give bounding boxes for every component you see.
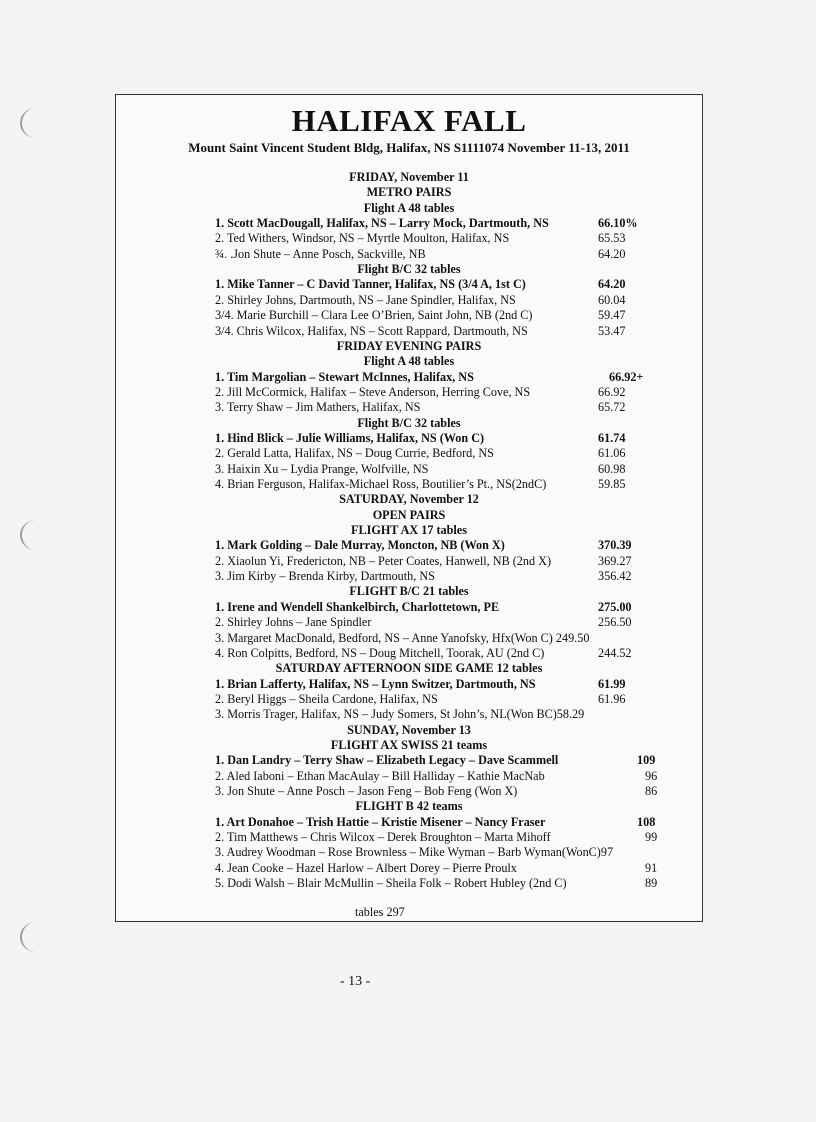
section-heading: Flight B/C 32 tables [357, 415, 461, 430]
result-players: 2. Aled Iaboni – Ethan MacAulay – Bill Halliday – Kathie MacNab [215, 768, 545, 783]
result-score: 96 [645, 768, 658, 783]
section-heading: FLIGHT AX SWISS 21 teams [330, 737, 488, 752]
section-heading: FLIGHT B/C 21 tables [349, 584, 469, 599]
result-row [215, 692, 655, 707]
result-score: 53.47 [598, 323, 626, 338]
result-row [215, 615, 655, 630]
section-heading: SUNDAY, November 13 [347, 722, 471, 737]
result-row [215, 815, 655, 830]
result-score: 64.20 [598, 277, 626, 292]
result-row [215, 631, 655, 646]
result-players: 4. Ron Colpitts, Bedford, NS – Doug Mitchell, Toorak, AU (2nd C) [215, 645, 545, 660]
result-players: 1. Hind Blick – Julie Williams, Halifax, NS (Won C) [215, 430, 485, 445]
result-score: 66.92+ [609, 369, 644, 384]
result-score: 65.53 [598, 231, 626, 246]
result-players: 1. Mike Tanner – C David Tanner, Halifax, NS (3/4 A, 1st C) [215, 277, 526, 292]
result-players: 4. Brian Ferguson, Halifax-Michael Ross, Boutilier’s Pt., NS(2ndC) [215, 477, 547, 491]
result-players: 1. Tim Margolian – Stewart McInnes, Halifax, NS [215, 369, 474, 384]
result-row [215, 646, 655, 661]
result-players: 1. Brian Lafferty, Halifax, NS – Lynn Switzer, Dartmouth, NS [215, 676, 536, 691]
punch-hole-mark [20, 108, 52, 138]
section-heading: Flight A 48 tables [363, 354, 455, 369]
result-row [215, 385, 655, 400]
result-players: 2. Beryl Higgs – Sheila Cardone, Halifax, NS [215, 691, 438, 706]
result-row [215, 431, 655, 446]
result-score: 59.47 [598, 308, 626, 323]
result-players: 3. Audrey Woodman – Rose Brownless – Mike Wyman – Barb Wyman(WonC)97 [215, 845, 614, 860]
section-heading: Flight A 48 tables [363, 200, 455, 215]
result-players: 1. Art Donahoe – Trish Hattie – Kristie Misener – Nancy Fraser [215, 814, 546, 829]
result-players: 2. Xiaolun Yi, Fredericton, NB – Peter Coates, Hanwell, NB (2nd X) [215, 553, 552, 568]
result-score: 59.85 [598, 477, 626, 491]
result-score: 275.00 [598, 599, 632, 614]
result-row [215, 400, 655, 415]
section-heading: METRO PAIRS [366, 185, 452, 200]
result-players: 1. Scott MacDougall, Halifax, NS – Larry Mock, Dartmouth, NS [215, 216, 549, 231]
result-row [215, 446, 655, 461]
result-players: 5. Dodi Walsh – Blair McMullin – Sheila Folk – Robert Hubley (2nd C) [215, 876, 567, 891]
result-row [215, 216, 655, 231]
result-row [215, 477, 655, 492]
result-row [215, 860, 658, 876]
result-score: 108 [637, 814, 656, 829]
punch-hole-mark [20, 520, 52, 550]
result-score: 356.42 [598, 569, 632, 584]
result-row [215, 370, 655, 385]
result-row [215, 293, 655, 308]
tables-total: tables 297 [355, 905, 405, 919]
result-row [215, 784, 658, 799]
result-players: 1. Irene and Wendell Shankelbirch, Charlottetown, PE [215, 599, 500, 614]
page-title: HALIFAX FALL [291, 103, 527, 138]
result-score: 60.04 [598, 292, 626, 307]
result-players: 1. Dan Landry – Terry Shaw – Elizabeth Legacy – Dave Scammell [215, 753, 559, 768]
section-heading: Flight B/C 32 tables [357, 262, 461, 277]
result-row [215, 277, 655, 292]
result-score: 109 [637, 753, 656, 768]
result-row [215, 462, 655, 477]
result-players: 1. Mark Golding – Dale Murray, Moncton, NB (Won X) [215, 538, 505, 553]
result-row [215, 554, 655, 569]
result-score: 61.74 [598, 430, 626, 445]
result-score: 61.06 [598, 446, 626, 461]
result-row [215, 677, 655, 692]
result-players: 2. Jill McCormick, Halifax – Steve Anderson, Herring Cove, NS [215, 384, 531, 399]
section-heading: FRIDAY, November 11 [349, 170, 469, 184]
section-heading: OPEN PAIRS [372, 507, 446, 522]
event-subtitle: Mount Saint Vincent Student Bldg, Halifax, NS S1111074 November 11-13, 2011 [188, 140, 630, 155]
result-players: 3. Margaret MacDonald, Bedford, NS – Anne Yanofsky, Hfx(Won C) 249.50 [215, 630, 590, 645]
result-score: 89 [645, 876, 658, 891]
section-heading: FRIDAY EVENING PAIRS [336, 338, 482, 353]
result-score: 64.20 [598, 246, 626, 261]
result-row [215, 830, 658, 845]
result-players: ¾. .Jon Shute – Anne Posch, Sackville, NB [215, 246, 426, 261]
result-score: 369.27 [598, 553, 632, 568]
result-score: 60.98 [598, 461, 626, 476]
result-row [215, 324, 655, 339]
result-row [215, 876, 658, 891]
result-row [215, 538, 655, 553]
result-players: 3. Jon Shute – Anne Posch – Jason Feng – Bob Feng (Won X) [215, 784, 518, 798]
page-number: - 13 - [340, 974, 371, 989]
result-score: 91 [645, 860, 658, 875]
section-heading: SATURDAY AFTERNOON SIDE GAME 12 tables [275, 661, 543, 676]
result-score: 370.39 [598, 538, 632, 553]
result-row [215, 768, 658, 784]
result-players: 2. Gerald Latta, Halifax, NS – Doug Currie, Bedford, NS [215, 446, 494, 461]
result-row [215, 753, 655, 768]
section-heading: SATURDAY, November 12 [339, 492, 479, 507]
result-players: 2. Shirley Johns – Jane Spindler [215, 615, 372, 630]
result-score: 244.52 [598, 645, 632, 660]
result-row [215, 231, 655, 246]
result-players: 4. Jean Cooke – Hazel Harlow – Albert Dorey – Pierre Proulx [215, 860, 517, 875]
result-players: 3. Haixin Xu – Lydia Prange, Wolfville, NS [215, 461, 429, 476]
result-players: 3. Jim Kirby – Brenda Kirby, Dartmouth, NS [215, 569, 435, 584]
result-players: 2. Tim Matthews – Chris Wilcox – Derek Broughton – Marta Mihoff [215, 830, 551, 845]
result-players: 3. Morris Trager, Halifax, NS – Judy Somers, St John’s, NL(Won BC)58.29 [215, 707, 585, 722]
section-heading: FLIGHT AX 17 tables [351, 523, 467, 538]
result-players: 3/4. Marie Burchill – Clara Lee O’Brien, Saint John, NB (2nd C) [215, 308, 533, 323]
result-row [215, 247, 655, 262]
result-players: 2. Ted Withers, Windsor, NS – Myrtle Moulton, Halifax, NS [215, 231, 510, 246]
result-row [215, 600, 655, 615]
result-row [215, 569, 655, 584]
result-row [215, 707, 655, 722]
result-row [215, 308, 655, 323]
result-score: 66.10% [598, 216, 638, 231]
result-score: 65.72 [598, 400, 626, 415]
result-score: 86 [645, 784, 658, 798]
result-score: 256.50 [598, 615, 632, 630]
result-row [215, 845, 655, 860]
result-players: 3/4. Chris Wilcox, Halifax, NS – Scott Rappard, Dartmouth, NS [215, 323, 528, 338]
result-score: 61.99 [598, 676, 626, 691]
result-players: 3. Terry Shaw – Jim Mathers, Halifax, NS [215, 400, 421, 415]
result-score: 66.92 [598, 384, 626, 399]
punch-hole-mark [20, 922, 52, 952]
result-score: 99 [645, 830, 658, 845]
section-heading: FLIGHT B 42 teams [355, 799, 463, 814]
result-players: 2. Shirley Johns, Dartmouth, NS – Jane Spindler, Halifax, NS [215, 292, 516, 307]
result-score: 61.96 [598, 691, 626, 706]
